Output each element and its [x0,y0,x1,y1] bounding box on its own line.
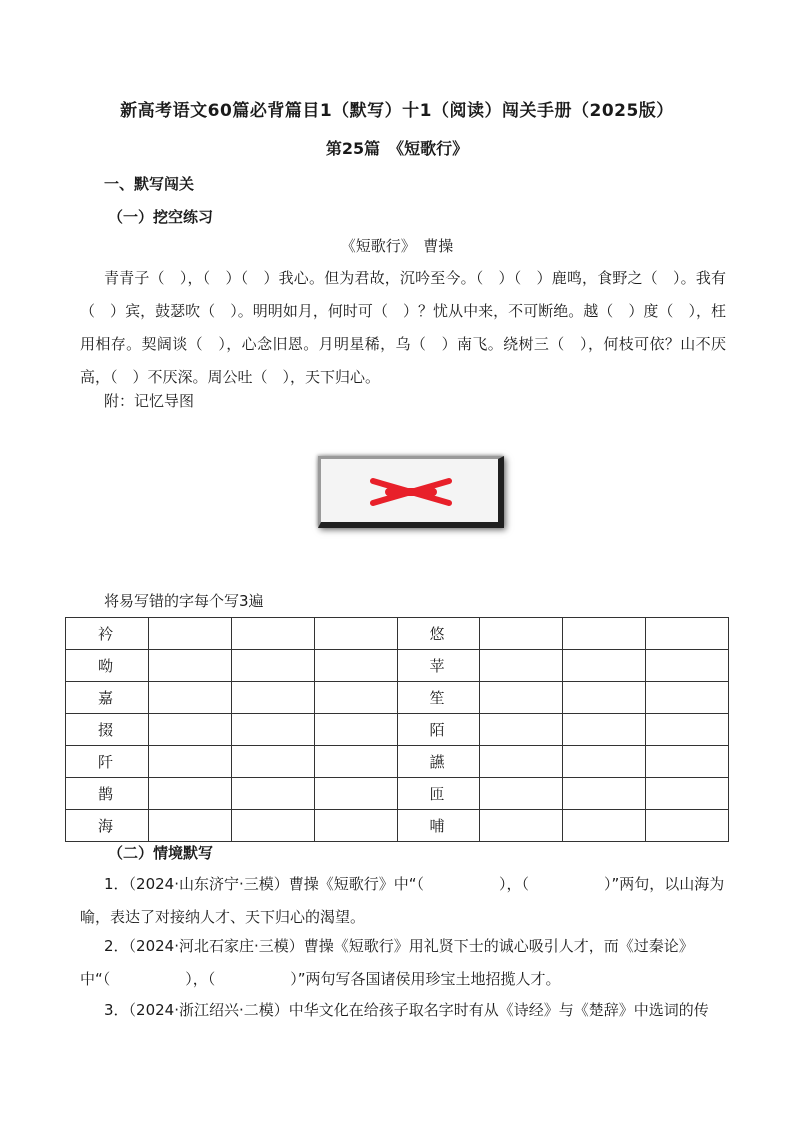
table-cell-blank[interactable] [231,682,314,714]
table-cell-blank[interactable] [148,810,231,842]
table-cell-blank[interactable] [314,682,397,714]
table-cell-blank[interactable] [314,810,397,842]
table-row [66,618,729,650]
table-cell-char: 鹊 [66,778,149,810]
table-cell-blank[interactable] [231,778,314,810]
table-cell-blank[interactable] [314,618,397,650]
table-cell-blank[interactable] [231,810,314,842]
table-cell-blank[interactable] [563,682,646,714]
table-cell-blank[interactable] [148,650,231,682]
table-cell-char: 掇 [66,714,149,746]
table-cell-char: 匝 [397,778,480,810]
table-cell-char: 苹 [397,650,480,682]
table-cell-blank[interactable] [646,650,729,682]
table-cell-blank[interactable] [563,714,646,746]
table-row [66,746,729,778]
table-cell-blank[interactable] [646,810,729,842]
poem-fill-blank-text: 青青子（ ），（ ）（ ）我心。但为君故，沉吟至今。（ ）（ ）鹿鸣，食野之（ ）。我有（ ）宾，鼓瑟吹（ ）。明明如月，何时可（ ）？忧从中来，不可断绝。越（ ）度（ ），枉用相存。契阔谈（ ），心念旧恩。月明星稀，乌（ ）南飞。绕树三（ ），何枝可依？山不厌高，（ ）不厌深。周公吐（ ），天下归心。 [80,269,726,386]
table-cell-blank[interactable] [148,682,231,714]
question-3: 3．（2024·浙江绍兴·二模）中华文化在给孩子取名字时有从《诗经》与《楚辞》中选词的传 [104,1001,709,1019]
table-cell-blank[interactable] [563,650,646,682]
table-cell-blank[interactable] [480,746,563,778]
table-cell-blank[interactable] [646,778,729,810]
table-cell-blank[interactable] [480,714,563,746]
practice-table-label: 将易写错的字每个写3遍 [104,592,264,610]
table-cell-char: 陌 [397,714,480,746]
broken-image-icon [369,477,453,507]
appendix-label: 附：记忆导图 [104,392,195,410]
table-cell-blank[interactable] [231,618,314,650]
page-title: 新高考语文60篇必背篇目1（默写）十1（阅读）闯关手册（2025版） [120,101,674,121]
section-heading-situational-dictation: （二）情境默写 [108,844,214,862]
table-row [66,650,729,682]
table-cell-blank[interactable] [563,778,646,810]
subsection-heading-fill-blank: （一）挖空练习 [108,208,214,226]
table-row [66,778,729,810]
question-1: 1．（2024·山东济宁·三模）曹操《短歌行》中“（ ），（ ）”两句，以山海为喻，表达了对接纳人才、天下归心的渴望。 [80,875,725,926]
table-cell-blank[interactable] [231,714,314,746]
table-row [66,714,729,746]
table-cell-blank[interactable] [480,778,563,810]
table-cell-blank[interactable] [148,618,231,650]
poem-title-author: 《短歌行》 曹操 [340,237,454,255]
table-cell-char: 衿 [66,618,149,650]
table-cell-blank[interactable] [231,650,314,682]
table-cell-blank[interactable] [148,714,231,746]
table-cell-char: 海 [66,810,149,842]
table-cell-blank[interactable] [646,746,729,778]
table-cell-blank[interactable] [314,714,397,746]
table-cell-blank[interactable] [314,650,397,682]
table-cell-blank[interactable] [646,682,729,714]
table-cell-char: 悠 [397,618,480,650]
table-cell-blank[interactable] [480,650,563,682]
table-row [66,810,729,842]
table-cell-blank[interactable] [148,746,231,778]
table-cell-blank[interactable] [314,746,397,778]
table-row [66,682,729,714]
table-cell-char: 呦 [66,650,149,682]
table-cell-blank[interactable] [480,682,563,714]
table-cell-char: 阡 [66,746,149,778]
table-cell-blank[interactable] [563,618,646,650]
table-cell-char: 嘉 [66,682,149,714]
table-cell-blank[interactable] [563,746,646,778]
practice-table [65,617,729,842]
table-cell-char: 笙 [397,682,480,714]
chapter-subtitle: 第25篇 《短歌行》 [325,139,469,158]
question-2: 2．（2024·河北石家庄·三模）曹操《短歌行》用礼贤下士的诚心吸引人才，而《过秦论》中“（ ），（ ）”两句写各国诸侯用珍宝土地招揽人才。 [80,937,694,988]
mind-map-image-placeholder [318,456,504,528]
table-cell-blank[interactable] [480,810,563,842]
table-cell-blank[interactable] [314,778,397,810]
table-cell-blank[interactable] [646,618,729,650]
table-cell-blank[interactable] [563,810,646,842]
table-cell-blank[interactable] [148,778,231,810]
table-cell-blank[interactable] [231,746,314,778]
table-cell-blank[interactable] [480,618,563,650]
table-cell-char: 哺 [397,810,480,842]
table-cell-char: 讌 [397,746,480,778]
table-cell-blank[interactable] [646,714,729,746]
section-heading-dictation: 一、默写闯关 [104,175,195,193]
